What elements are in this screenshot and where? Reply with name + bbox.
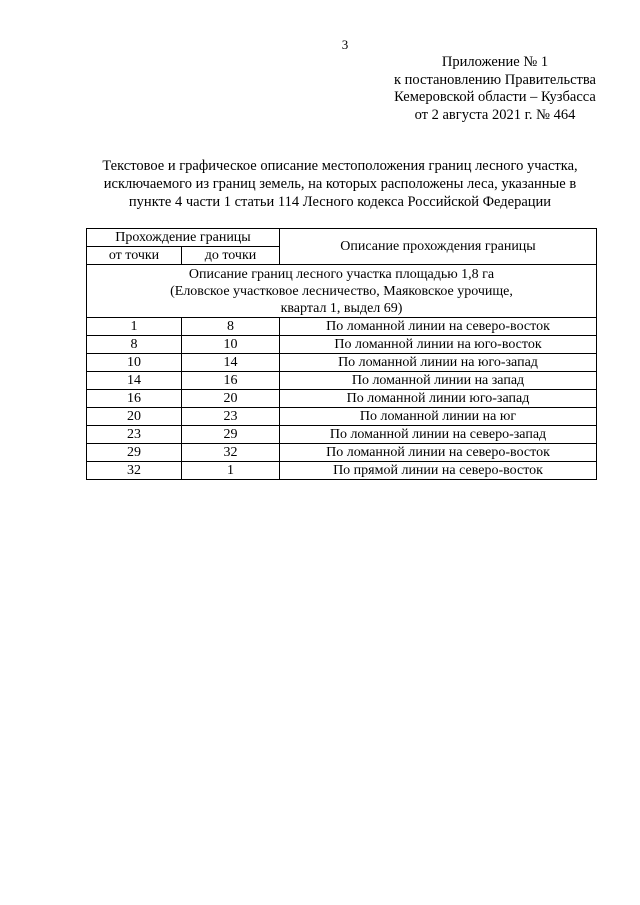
appendix-header bbox=[330, 54, 640, 124]
appendix-line: от 2 августа 2021 г. № 464 bbox=[414, 106, 576, 123]
page-number: 3 bbox=[341, 37, 349, 52]
table-row bbox=[87, 462, 597, 480]
table-row bbox=[87, 318, 597, 336]
to-point-cell: 14 bbox=[182, 354, 280, 372]
to-point-cell: 1 bbox=[182, 462, 280, 480]
plot-description-cell bbox=[87, 265, 597, 318]
boundary-description-cell: По прямой линии на северо-восток bbox=[280, 462, 597, 480]
appendix-line: Приложение № 1 bbox=[441, 54, 549, 70]
from-point-cell: 32 bbox=[87, 462, 182, 480]
table-row bbox=[87, 390, 597, 408]
from-point-cell: 16 bbox=[87, 390, 182, 408]
table-row bbox=[87, 354, 597, 372]
table-header-row bbox=[87, 229, 597, 247]
boundary-description-cell: По ломанной линии на северо-запад bbox=[280, 426, 597, 444]
header-group-cell: Прохождение границы bbox=[87, 229, 280, 247]
document-title bbox=[80, 157, 600, 211]
to-point-cell: 32 bbox=[182, 444, 280, 462]
table-row bbox=[87, 408, 597, 426]
from-point-cell: 20 bbox=[87, 408, 182, 426]
to-point-cell: 29 bbox=[182, 426, 280, 444]
boundary-description-cell: По ломанной линии на северо-восток bbox=[280, 318, 597, 336]
title-line: Текстовое и графическое описание местоположения границ лесного участка, bbox=[102, 158, 578, 174]
appendix-line: Кемеровской области – Кузбасса bbox=[394, 89, 596, 105]
to-point-cell: 16 bbox=[182, 372, 280, 390]
to-point-cell: 20 bbox=[182, 390, 280, 408]
table-row bbox=[87, 372, 597, 390]
title-line: исключаемого из границ земель, на которых расположены леса, указанные в bbox=[103, 176, 577, 192]
from-point-cell: 10 bbox=[87, 354, 182, 372]
table-row bbox=[87, 336, 597, 354]
table-row bbox=[87, 426, 597, 444]
header-description-cell: Описание прохождения границы bbox=[280, 229, 597, 265]
boundary-description-cell: По ломанной линии на юго-запад bbox=[280, 354, 597, 372]
plot-description-line: Описание границ лесного участка площадью 1,8 га bbox=[188, 267, 495, 282]
plot-description-line: квартал 1, выдел 69) bbox=[280, 301, 403, 316]
header-from-cell: от точки bbox=[87, 247, 182, 265]
boundary-description-cell: По ломанной линии юго-запад bbox=[280, 390, 597, 408]
from-point-cell: 14 bbox=[87, 372, 182, 390]
plot-description-row bbox=[87, 265, 597, 318]
from-point-cell: 29 bbox=[87, 444, 182, 462]
boundary-description-cell: По ломанной линии на северо-восток bbox=[280, 444, 597, 462]
boundary-table bbox=[86, 228, 597, 480]
header-to-cell: до точки bbox=[182, 247, 280, 265]
table-row bbox=[87, 444, 597, 462]
boundary-description-cell: По ломанной линии на юго-восток bbox=[280, 336, 597, 354]
plot-description-line: (Еловское участковое лесничество, Маяковское урочище, bbox=[170, 284, 513, 299]
boundary-description-cell: По ломанной линии на юг bbox=[280, 408, 597, 426]
from-point-cell: 8 bbox=[87, 336, 182, 354]
boundary-description-cell: По ломанной линии на запад bbox=[280, 372, 597, 390]
to-point-cell: 23 bbox=[182, 408, 280, 426]
to-point-cell: 8 bbox=[182, 318, 280, 336]
from-point-cell: 23 bbox=[87, 426, 182, 444]
to-point-cell: 10 bbox=[182, 336, 280, 354]
appendix-line: к постановлению Правительства bbox=[394, 71, 596, 88]
from-point-cell: 1 bbox=[87, 318, 182, 336]
title-line: пункте 4 части 1 статьи 114 Лесного кодекса Российской Федерации bbox=[128, 194, 552, 210]
